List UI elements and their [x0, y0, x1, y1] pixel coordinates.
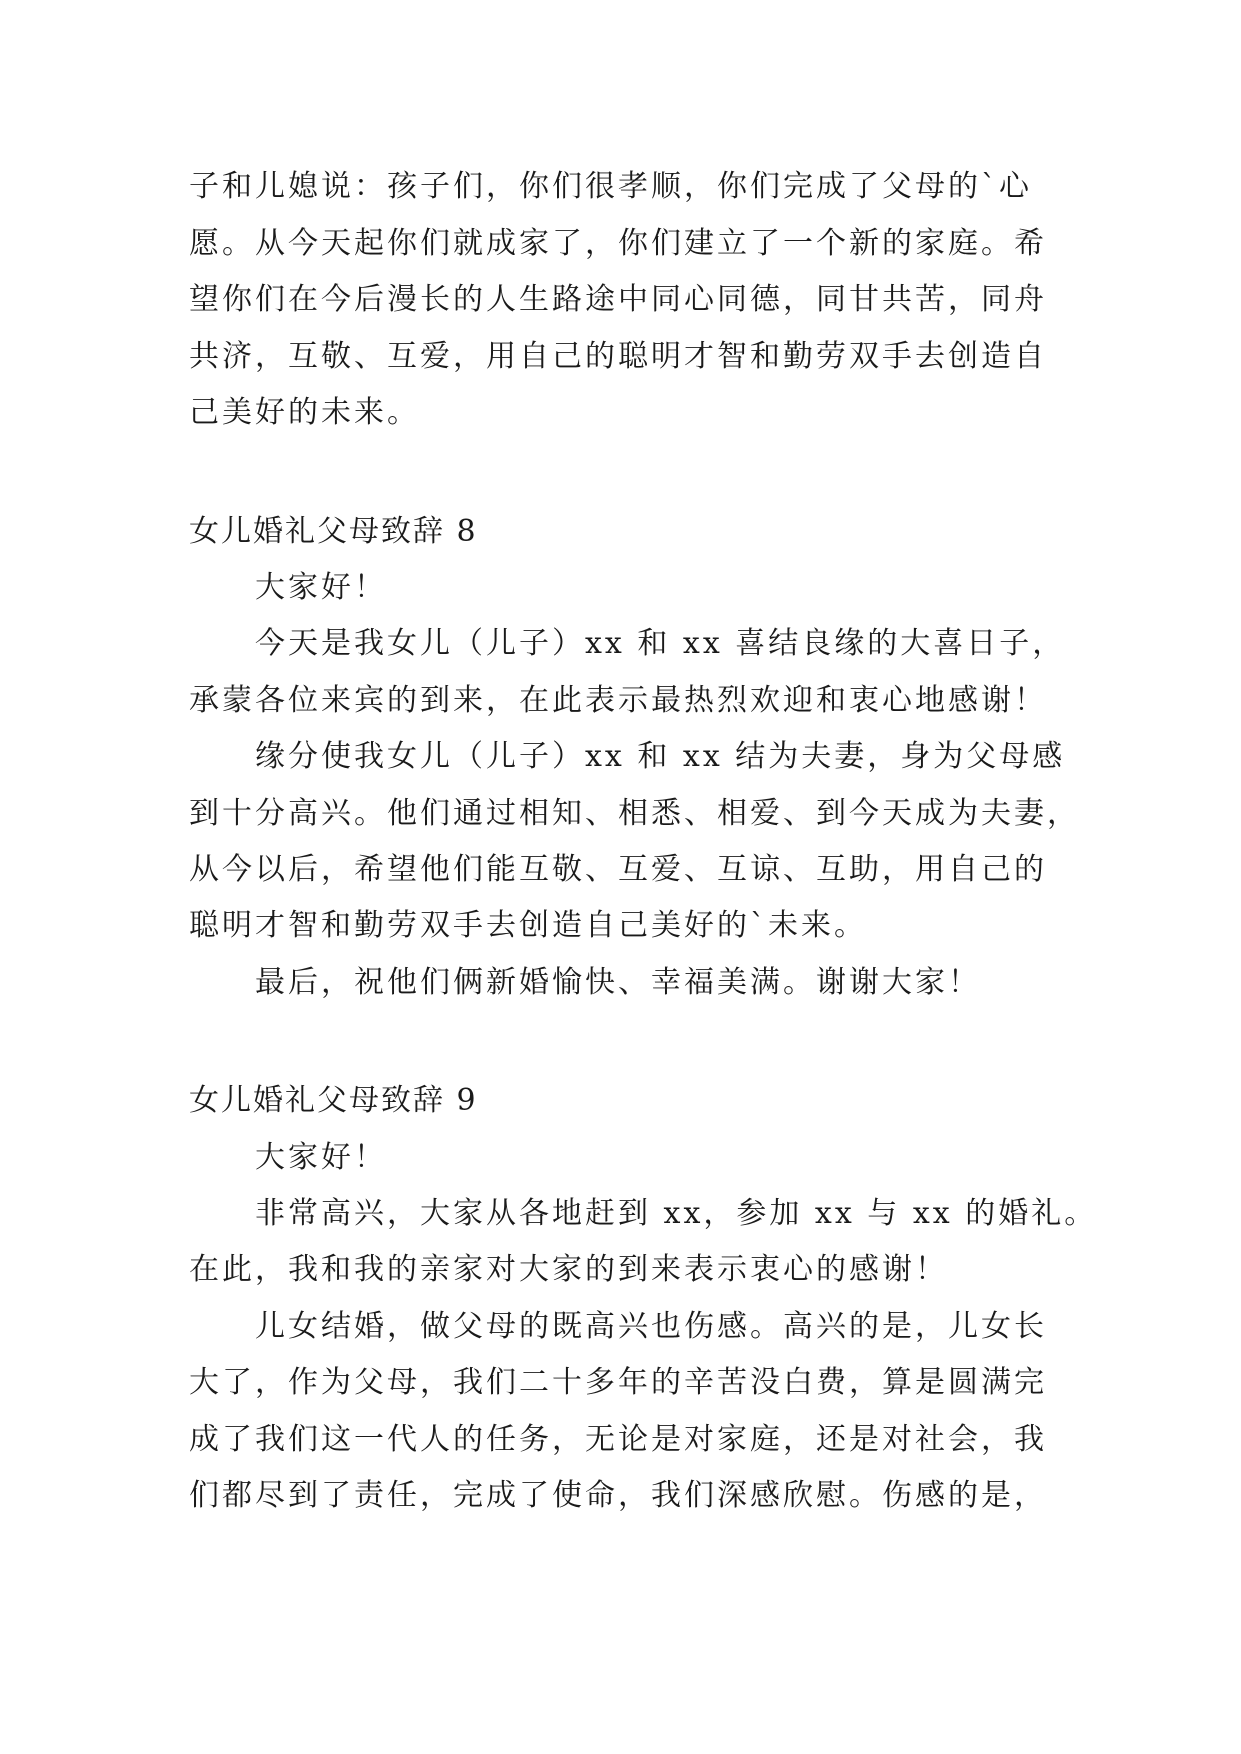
- section-9-para2-line-1: 儿女结婚，做父母的既高兴也伤感。高兴的是，儿女长: [255, 1309, 1047, 1344]
- section-9-para2-line-2: 大了，作为父母，我们二十多年的辛苦没白费，算是圆满完: [189, 1365, 1047, 1400]
- intro-line-4: 共济，互敬、互爱，用自己的聪明才智和勤劳双手去创造自: [189, 339, 1047, 374]
- section-8-para3-line-1: 最后，祝他们俩新婚愉快、幸福美满。谢谢大家！: [255, 965, 981, 1000]
- intro-line-3: 望你们在今后漫长的人生路途中同心同德，同甘共苦，同舟: [189, 282, 1047, 317]
- section-8-heading: 女儿婚礼父母致辞 8: [189, 514, 478, 549]
- section-8-para2-line-1: 缘分使我女儿（儿子）xx 和 xx 结为夫妻，身为父母感: [255, 739, 1066, 774]
- section-9-para2-line-3: 成了我们这一代人的任务，无论是对家庭，还是对社会，我: [189, 1422, 1047, 1457]
- section-9-para1-line-2: 在此，我和我的亲家对大家的到来表示衷心的感谢！: [189, 1252, 948, 1287]
- section-9-para2-line-4: 们都尽到了责任，完成了使命，我们深感欣慰。伤感的是，: [189, 1478, 1047, 1513]
- section-8-para2-line-2: 到十分高兴。他们通过相知、相悉、相爱、到今天成为夫妻，: [189, 796, 1080, 831]
- section-8-para2-line-4: 聪明才智和勤劳双手去创造自己美好的`未来。: [189, 908, 867, 943]
- section-8-para1-line-2: 承蒙各位来宾的到来，在此表示最热烈欢迎和衷心地感谢！: [189, 683, 1047, 718]
- section-9-heading: 女儿婚礼父母致辞 9: [189, 1083, 478, 1118]
- section-8-para1-line-1: 今天是我女儿（儿子）xx 和 xx 喜结良缘的大喜日子，: [255, 626, 1066, 661]
- section-8-greeting: 大家好！: [255, 570, 387, 605]
- intro-line-5: 己美好的未来。: [189, 395, 420, 430]
- intro-line-2: 愿。从今天起你们就成家了，你们建立了一个新的家庭。希: [189, 226, 1047, 261]
- intro-line-1: 子和儿媳说：孩子们，你们很孝顺，你们完成了父母的`心: [189, 169, 1032, 204]
- section-9-greeting: 大家好！: [255, 1140, 387, 1175]
- section-8-para2-line-3: 从今以后，希望他们能互敬、互爱、互谅、互助，用自己的: [189, 852, 1047, 887]
- section-9-para1-line-1: 非常高兴，大家从各地赶到 xx，参加 xx 与 xx 的婚礼。: [255, 1196, 1098, 1231]
